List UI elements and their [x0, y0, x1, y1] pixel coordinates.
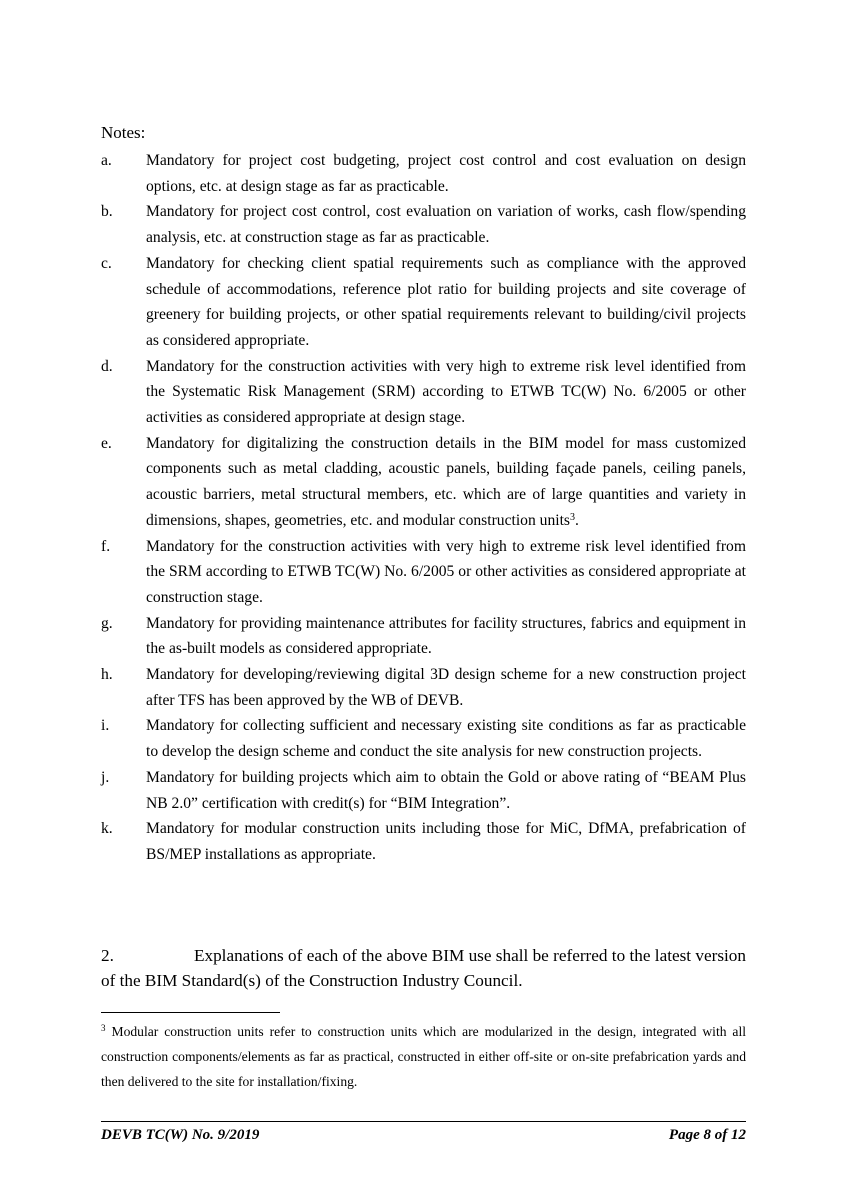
note-letter: d.: [101, 357, 113, 375]
note-text: Mandatory for collecting sufficient and necessary existing site conditions as far as practicable to develop the design scheme and conduct the site analysis for new construction projects.: [146, 717, 746, 761]
notes-heading: Notes:: [101, 123, 146, 142]
note-text: Mandatory for building projects which aim to obtain the Gold or above rating of “BEAM Plus NB 2.0” certification with credit(s) for “BIM Integration”.: [146, 768, 746, 812]
note-text-suffix: .: [574, 511, 579, 529]
note-item-f: [101, 534, 746, 611]
footnote-text: Modular construction units refer to construction units which are modularized in the design, integrated with all construction components/elements as far as practical, constructed in either off-site or on-site prefabrication yards and then delivered to the site for installation/fixing.: [101, 1024, 746, 1089]
note-text: Mandatory for developing/reviewing digital 3D design scheme for a new construction project after TFS has been approved by the WB of DEVB.: [146, 666, 746, 709]
note-item-b: [101, 199, 746, 250]
note-letter: h.: [101, 666, 113, 684]
note-text-container: [146, 431, 746, 534]
note-text: Mandatory for checking client spatial requirements such as compliance with the approved schedule of accommodations, reference plot ratio for building projects and site coverage of greenery for building projects, or other spatial requirements relevant to building/civil projects as considered appropriate.: [146, 254, 746, 349]
note-item-j: [101, 765, 746, 816]
footnote-reference[interactable]: 3: [569, 511, 575, 523]
paragraph-number: 2.: [101, 946, 114, 965]
note-letter: f.: [101, 537, 111, 555]
note-item-h: [101, 662, 746, 713]
footnote-mark: 3: [101, 1023, 106, 1033]
notes-list: [101, 148, 746, 868]
note-letter: e.: [101, 434, 112, 452]
note-text: Mandatory for providing maintenance attributes for facility structures, fabrics and equipment in the as-built models as considered appropriate.: [146, 614, 746, 658]
note-item-k: [101, 816, 746, 867]
note-item-c: [101, 251, 746, 354]
note-item-e: [101, 431, 746, 534]
note-item-i: [101, 713, 746, 764]
note-text: Mandatory for project cost budgeting, project cost control and cost evaluation on design options, etc. at design stage as far as practicable.: [146, 152, 746, 195]
note-text: Mandatory for the construction activities with very high to extreme risk level identified from the Systematic Risk Management (SRM) according to ETWB TC(W) No. 6/2005 or other activities as considered appropriate at design stage.: [146, 357, 746, 427]
paragraph-2: [101, 943, 746, 993]
note-text: Mandatory for project cost control, cost evaluation on variation of works, cash flow/spending analysis, etc. at construction stage as far as practicable.: [146, 203, 746, 247]
note-letter: a.: [101, 152, 112, 169]
footnote: [101, 1019, 746, 1094]
note-letter: j.: [101, 768, 110, 786]
footer-page-number: Page 8 of 12: [668, 1127, 746, 1143]
note-letter: i.: [101, 717, 110, 735]
note-letter: k.: [101, 820, 113, 838]
note-text: Mandatory for modular construction units including those for MiC, DfMA, prefabrication of BS/MEP installations as appropriate.: [146, 820, 746, 863]
note-text: Mandatory for digitalizing the construction details in the BIM model for mass customized components such as metal cladding, acoustic panels, building façade panels, ceiling panels, acoustic barriers, metal structural members, etc. which are of large quantities and variety in dimensions, shapes, geometries, etc. and modular construction units: [146, 434, 746, 529]
footer-document-id: DEVB TC(W) No. 9/2019: [101, 1127, 260, 1143]
paragraph-text: Explanations of each of the above BIM use shall be referred to the latest version of the BIM Standard(s) of the Construction Industry Council.: [101, 946, 746, 990]
note-item-a: [101, 148, 746, 199]
note-letter: c.: [101, 254, 112, 272]
note-item-g: [101, 611, 746, 662]
note-text: Mandatory for the construction activities with very high to extreme risk level identified from the SRM according to ETWB TC(W) No. 6/2005 or other activities as considered appropriate at construction stage.: [146, 537, 746, 606]
footer-divider: [101, 1121, 746, 1122]
footnote-divider: [101, 1012, 280, 1013]
note-letter: b.: [101, 203, 113, 221]
note-item-d: [101, 354, 746, 431]
note-letter: g.: [101, 614, 113, 632]
